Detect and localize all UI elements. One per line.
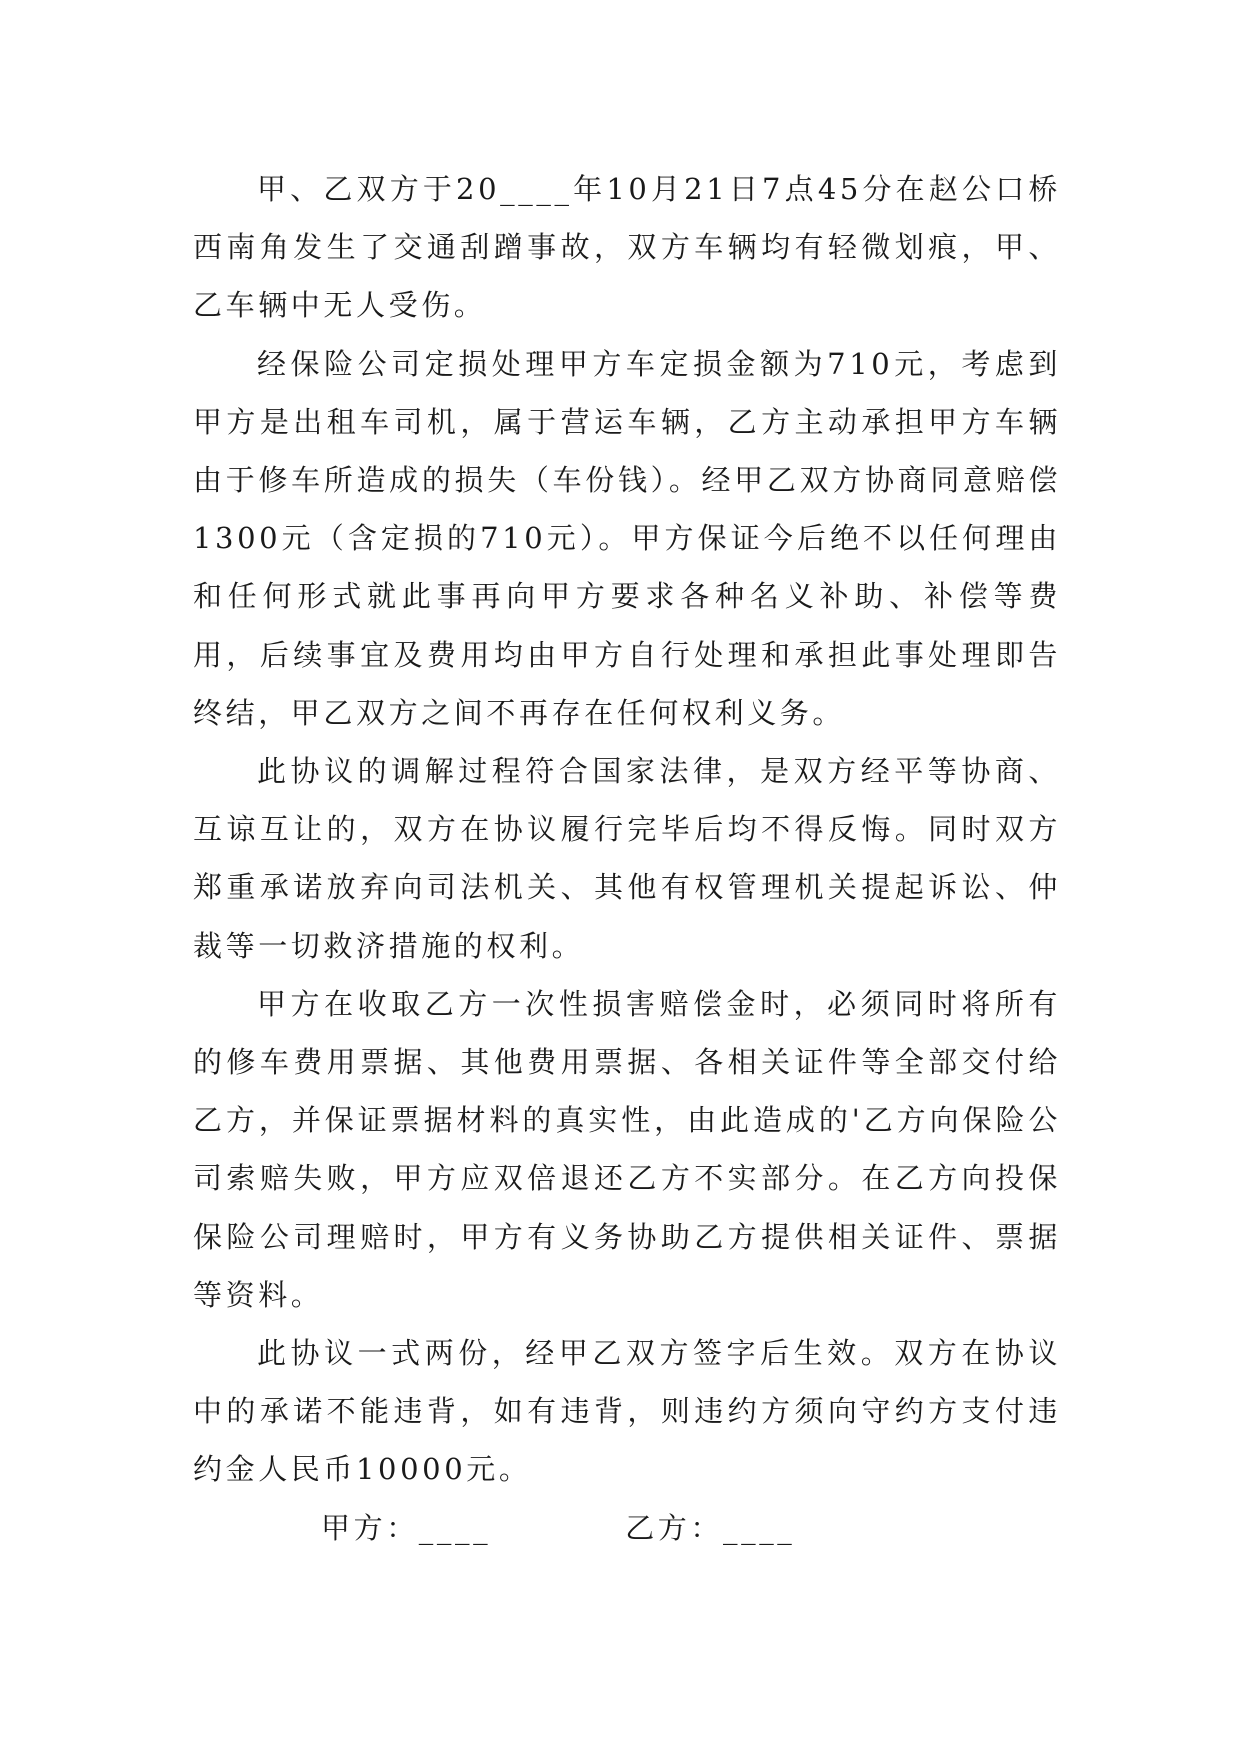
paragraph-accident: 甲、乙双方于20____年10月21日7点45分在赵公口桥西南角发生了交通刮蹭事故，双方车辆均有轻微划痕，甲、乙车辆中无人受伤。 xyxy=(193,172,1061,323)
paragraph-receipts: 甲方在收取乙方一次性损害赔偿金时，必须同时将所有的修车费用票据、其他费用票据、各相关证件等全部交付给乙方，并保证票据材料的真实性，由此造成的'乙方向保险公司索赔失败，甲方应双倍退还乙方不实部分。在乙方向投保保险公司理赔时，甲方有义务协助乙方提供相关证件、票据等资料。 xyxy=(193,986,1061,1312)
document-body xyxy=(193,160,1061,1557)
party-a-signature: 甲方：____ xyxy=(321,1510,492,1545)
party-b-signature: 乙方：____ xyxy=(625,1510,796,1545)
signature-row xyxy=(193,1499,1061,1557)
paragraph-compensation: 经保险公司定损处理甲方车定损金额为710元，考虑到甲方是出租车司机，属于营运车辆，乙方主动承担甲方车辆由于修车所造成的损失（车份钱）。经甲乙双方协商同意赔偿1300元（含定损的710元）。甲方保证今后绝不以任何理由和任何形式就此事再向甲方要求各种名义补助、补偿等费用，后续事宜及费用均由甲方自行处理和承担此事处理即告终结，甲乙双方之间不再存在任何权利义务。 xyxy=(193,346,1061,730)
paragraph-mediation: 此协议的调解过程符合国家法律，是双方经平等协商、互谅互让的，双方在协议履行完毕后均不得反悔。同时双方郑重承诺放弃向司法机关、其他有权管理机关提起诉讼、仲裁等一切救济措施的权利。 xyxy=(193,754,1061,963)
paragraph-validity: 此协议一式两份，经甲乙双方签字后生效。双方在协议中的承诺不能违背，如有违背，则违约方须向守约方支付违约金人民币10000元。 xyxy=(193,1336,1061,1487)
